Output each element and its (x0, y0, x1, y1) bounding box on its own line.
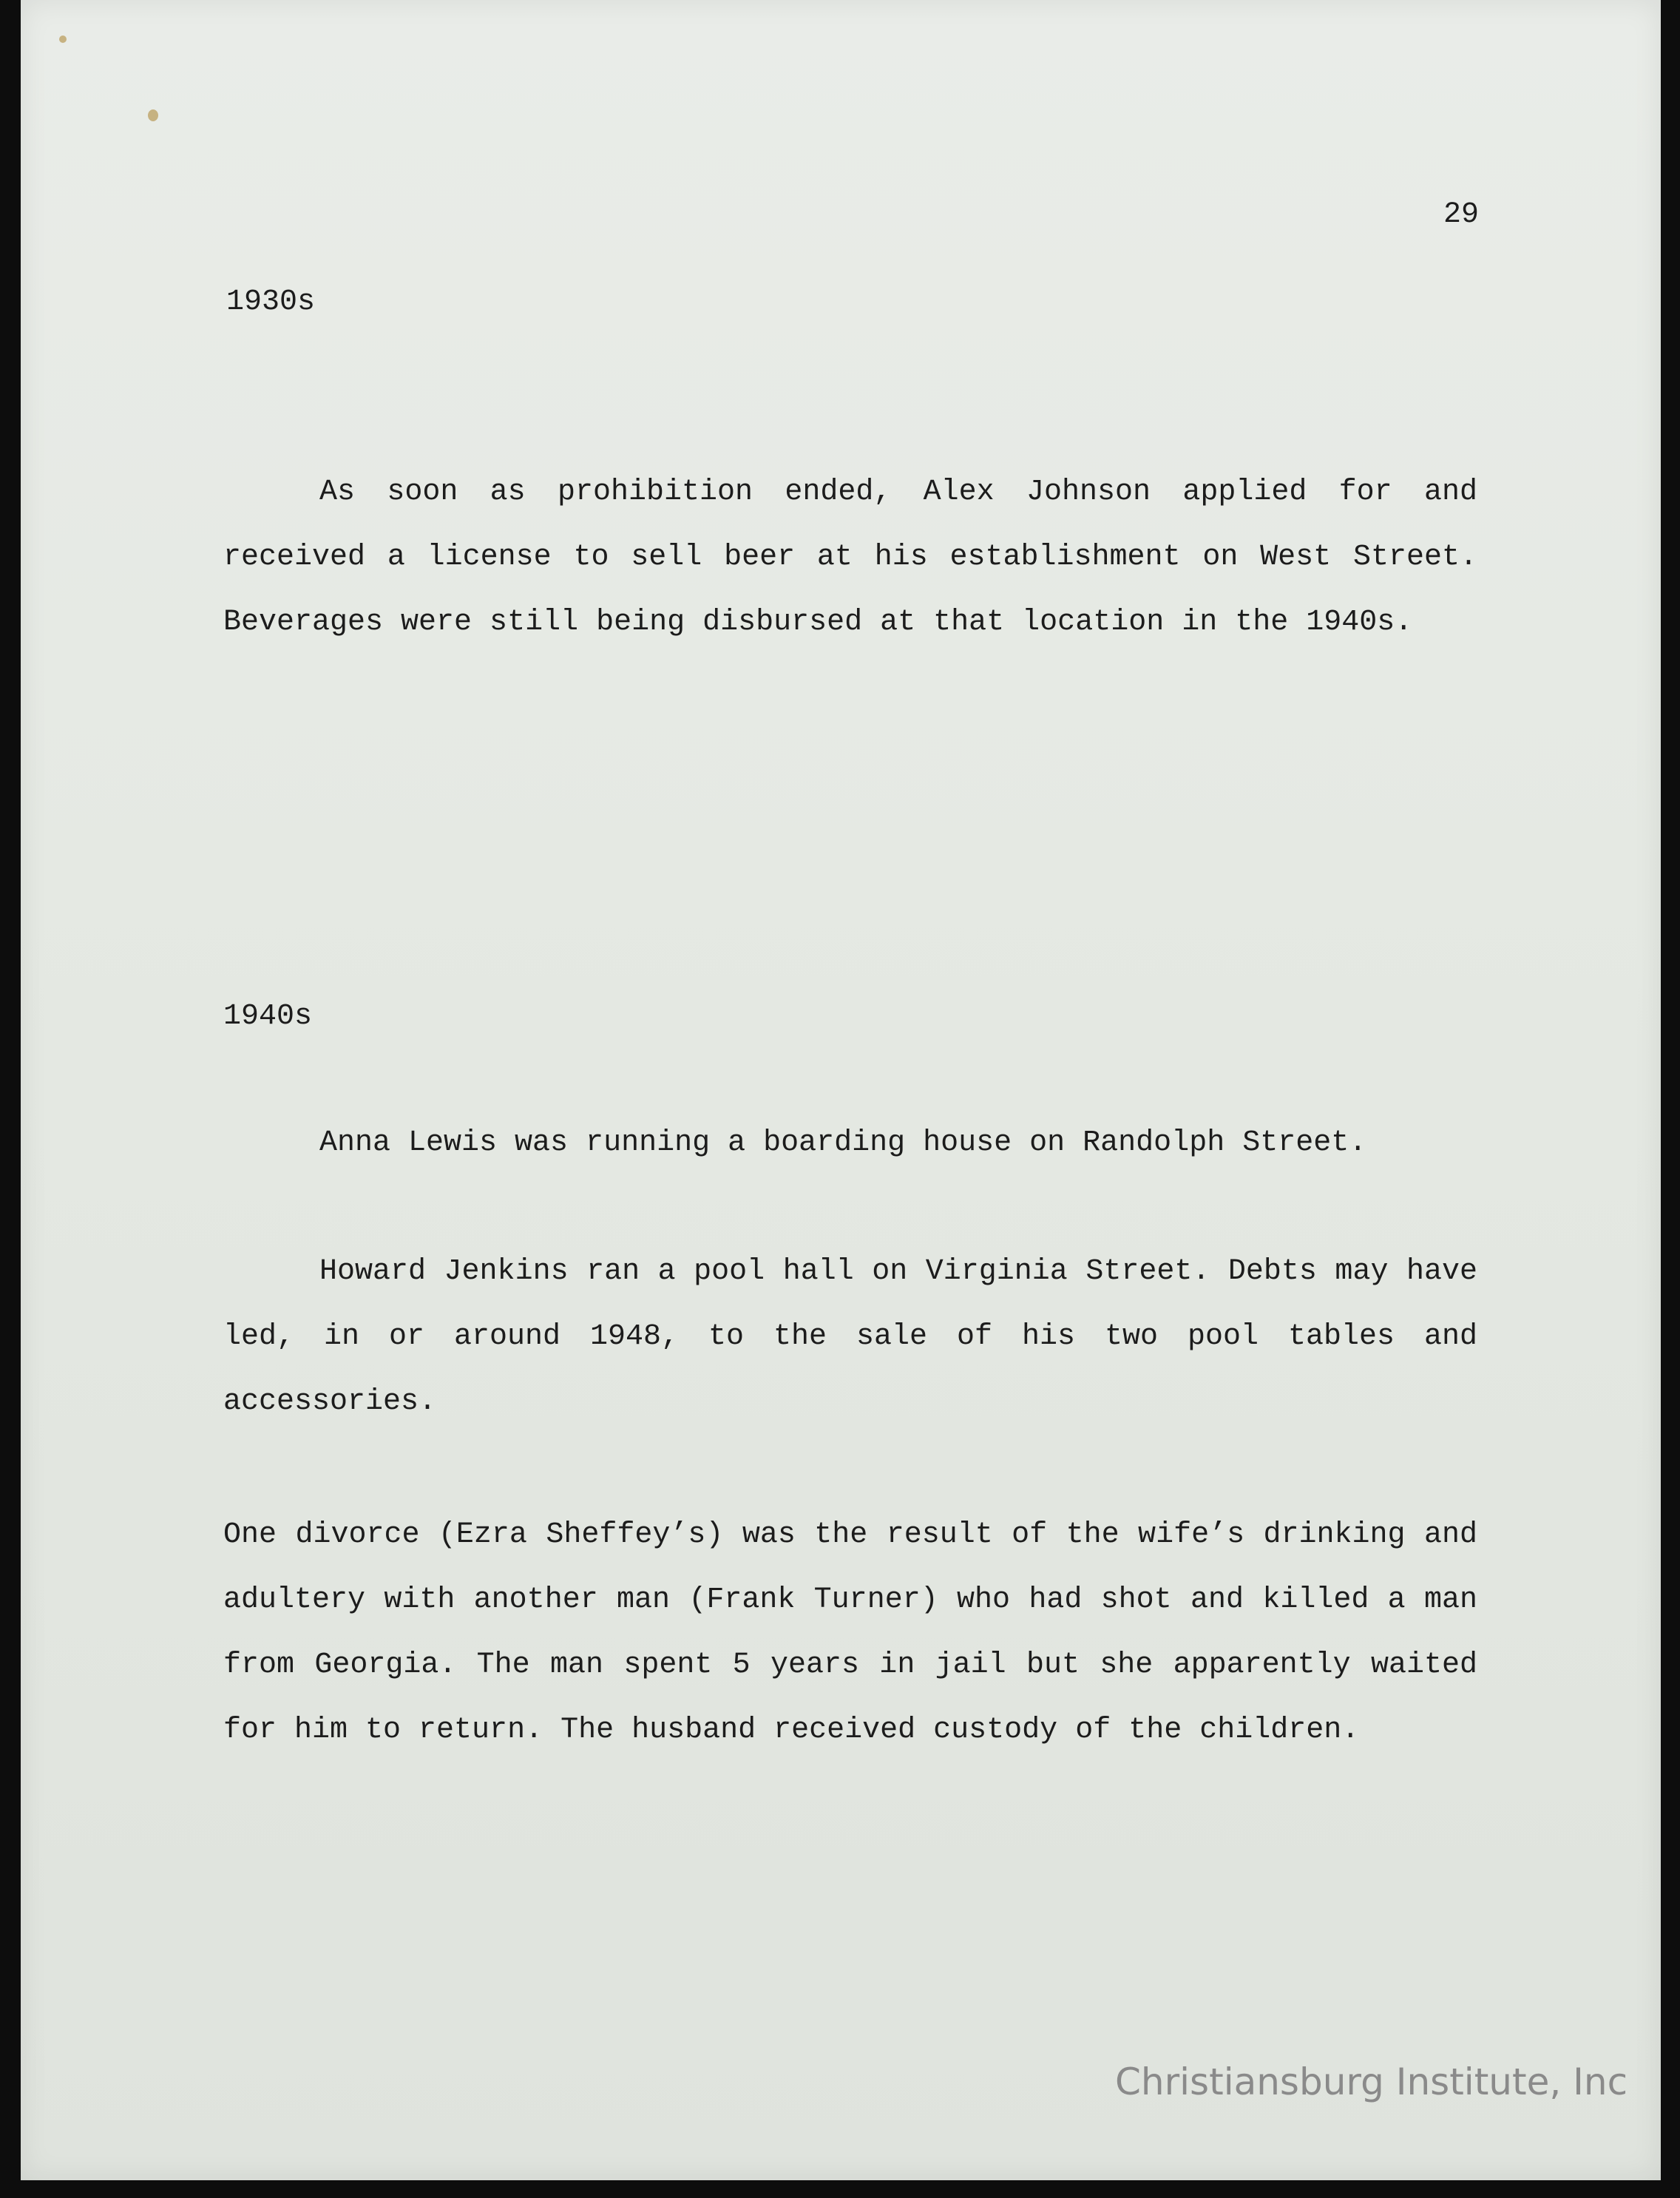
page-number: 29 (1443, 198, 1479, 231)
paper-sheet (21, 0, 1661, 2180)
paragraph-anna-lewis: Anna Lewis was running a boarding house on Randolph Street. (319, 1126, 1367, 1160)
paragraph-alex-johnson: As soon as prohibition ended, Alex Johnson applied for and received a license to sell beer at his establishment on West Street. Beverages were still being disbursed at that location in the 1940s. (223, 476, 1477, 639)
stain-mark (59, 35, 67, 43)
section-heading-1930s: 1930s (226, 285, 316, 319)
paragraph-howard-jenkins: Howard Jenkins ran a pool hall on Virginia Street. Debts may have led, in or around 1948, to the sale of his two pool tables and accessories. (223, 1255, 1477, 1418)
paragraph-divorce: One divorce (Ezra Sheffey’s) was the result of the wife’s drinking and adultery with another man (Frank Turner) who had shot and killed a man from Georgia. The man spent 5 years in jail but she apparently waited for him to return. The husband received custody of the children. (223, 1518, 1477, 1747)
section-heading-1940s: 1940s (223, 1000, 313, 1033)
watermark: Christiansburg Institute, Inc (1115, 2060, 1628, 2103)
stain-mark (148, 109, 158, 121)
